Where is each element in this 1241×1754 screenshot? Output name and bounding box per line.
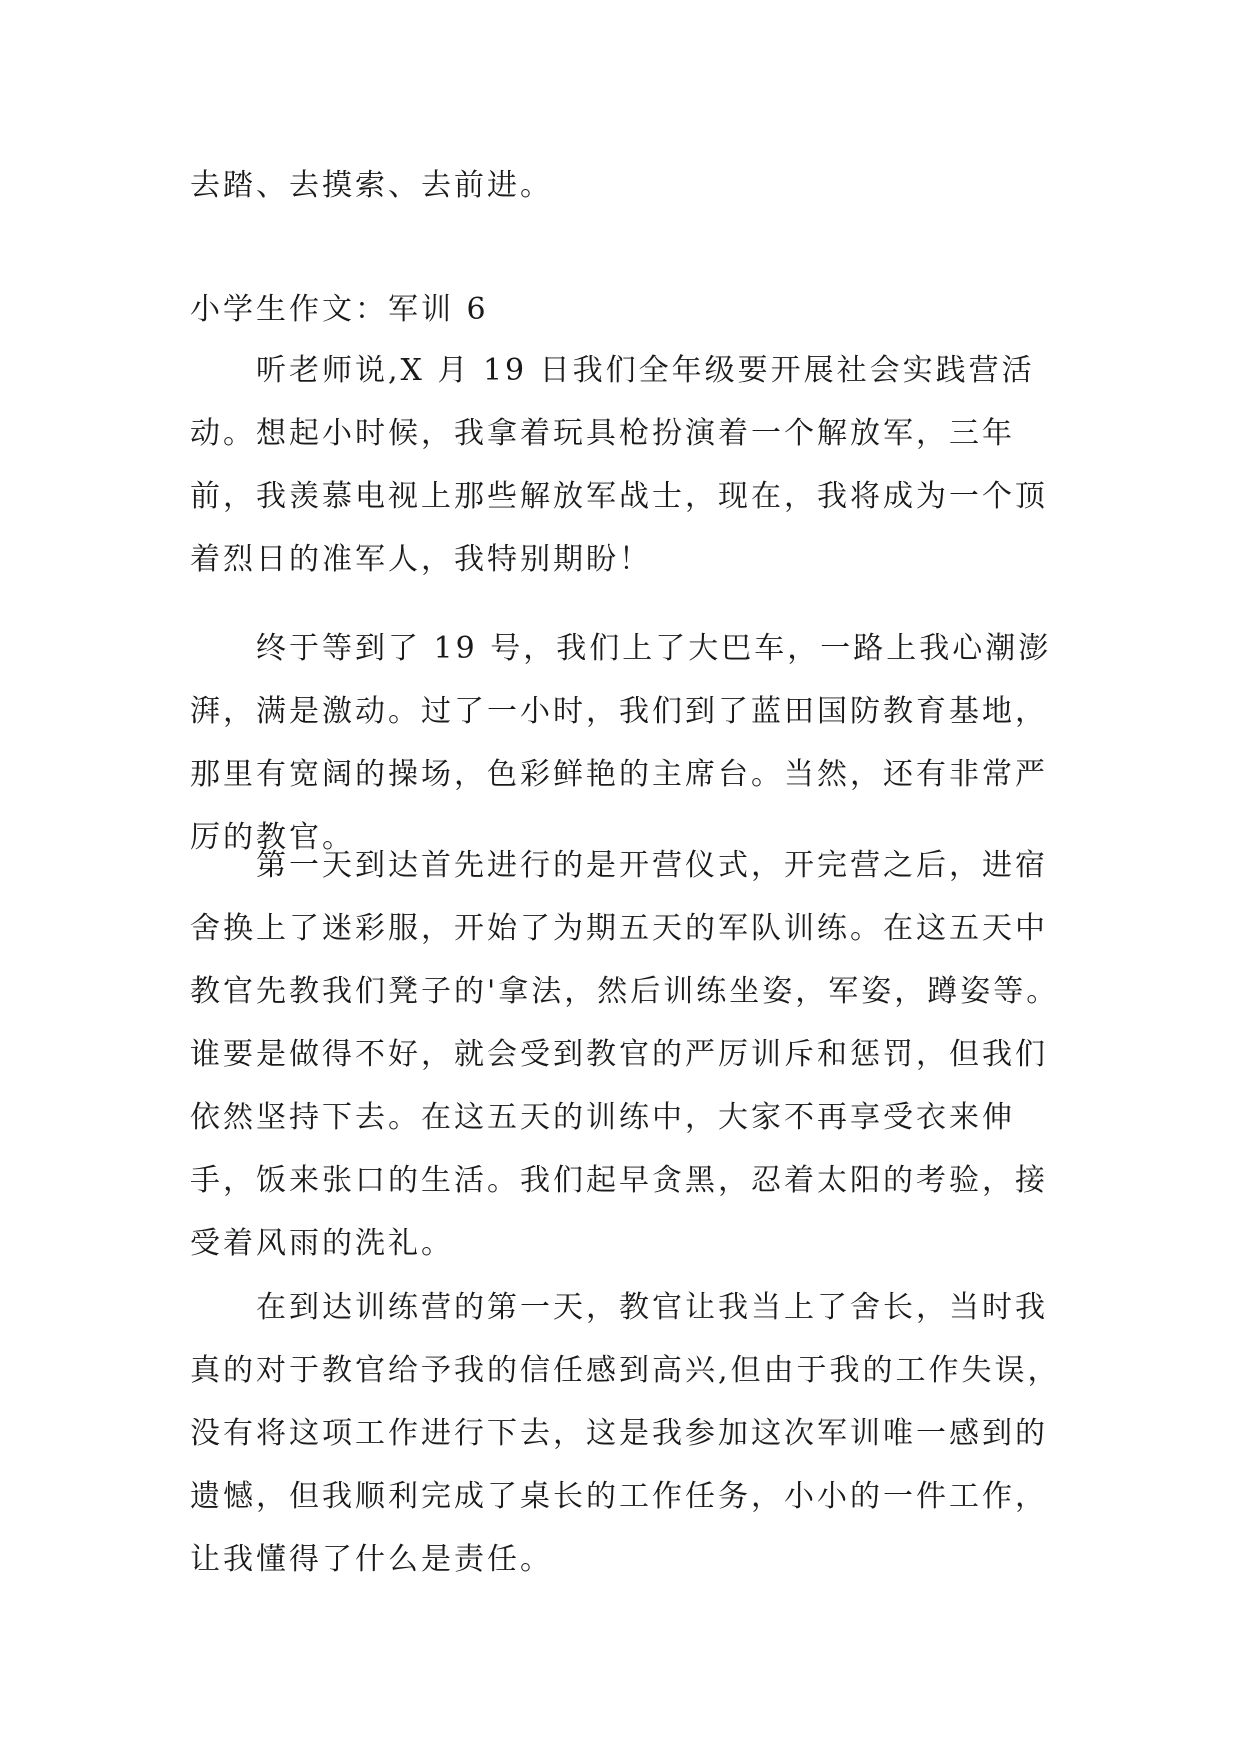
paragraph-1: 听老师说,X 月 19 日我们全年级要开展社会实践营活动。想起小时候，我拿着玩具枪扮演着一个解放军，三年前，我羡慕电视上那些解放军战士，现在，我将成为一个顶着烈日的准军人，我特别期盼！	[190, 353, 1048, 577]
paragraph-4: 在到达训练营的第一天，教官让我当上了舍长，当时我真的对于教官给予我的信任感到高兴,但由于我的工作失误，没有将这项工作进行下去，这是我参加这次军训唯一感到的遗憾，但我顺利完成了桌长的工作任务，小小的一件工作，让我懂得了什么是责任。	[190, 1290, 1061, 1577]
continuation-line: 去踏、去摸索、去前进。	[190, 168, 553, 203]
essay-heading: 小学生作文：军训 6	[190, 292, 489, 327]
paragraph-2: 终于等到了 19 号，我们上了大巴车，一路上我心潮澎湃，满是激动。过了一小时，我们到了蓝田国防教育基地，那里有宽阔的操场，色彩鲜艳的主席台。当然，还有非常严厉的教官。	[190, 631, 1052, 855]
paragraph-3: 第一天到达首先进行的是开营仪式，开完营之后，进宿舍换上了迷彩服，开始了为期五天的军队训练。在这五天中教官先教我们凳子的'拿法，然后训练坐姿，军姿，蹲姿等。谁要是做得不好，就会受到教官的严厉训斥和惩罚，但我们依然坚持下去。在这五天的训练中，大家不再享受衣来伸手，饭来张口的生活。我们起早贪黑，忍着太阳的考验，接受着风雨的洗礼。	[190, 848, 1060, 1261]
